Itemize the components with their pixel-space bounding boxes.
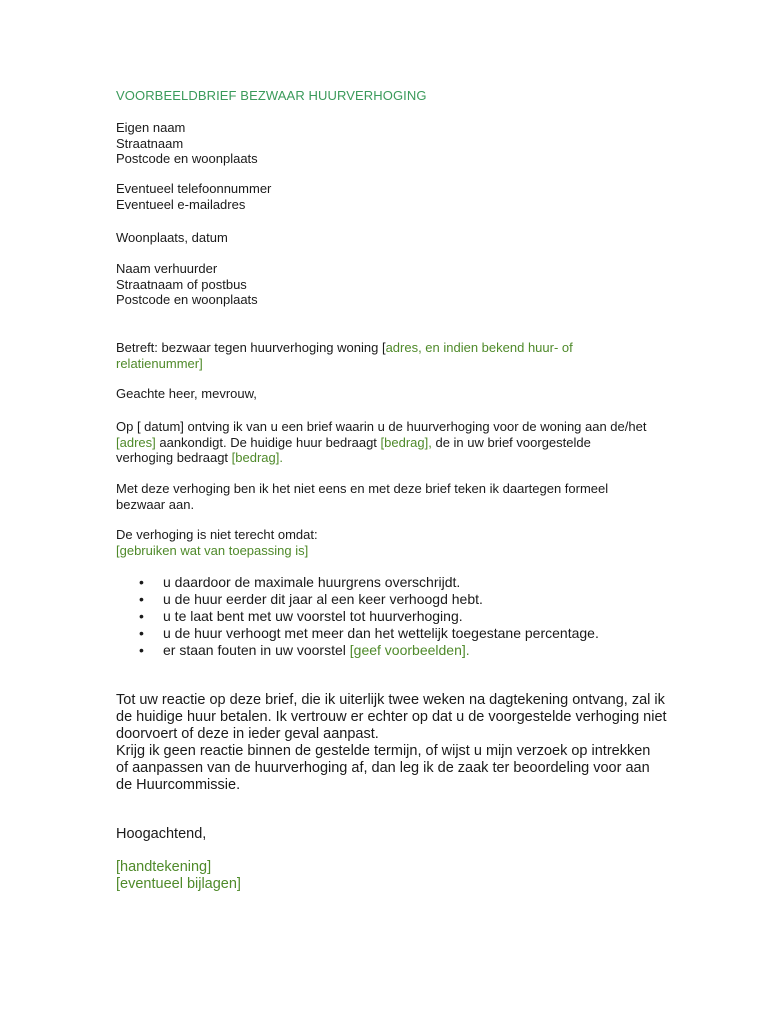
- para1-line2-mid: aankondigt. De huidige huur bedraagt: [155, 434, 381, 450]
- recipient-name: Naam verhuurder: [116, 261, 218, 276]
- list-item-text: u te laat bent met uw voorstel tot huurverhoging.: [163, 608, 463, 624]
- closing-line1: Tot uw reactie op deze brief, die ik uiterlijk twee weken na dagtekening ontvang, zal ik: [116, 692, 665, 708]
- bullet-icon: •: [139, 591, 144, 607]
- list-item: [116, 574, 599, 591]
- para1-line2-end: de in uw brief voorgestelde: [431, 434, 591, 450]
- closing-line5: of aanpassen van de huurverhoging af, dan leg ik de zaak ter beoordeling voor aan: [116, 760, 650, 776]
- subject-line: [116, 340, 716, 371]
- list-item: [116, 625, 599, 642]
- sender-street: Straatnaam: [116, 135, 184, 151]
- list-item-text: er staan fouten in uw voorstel: [163, 642, 350, 658]
- list-item: [116, 642, 599, 659]
- sender-postcode: Postcode en woonplaats: [116, 151, 258, 166]
- sender-phone: Eventueel telefoonnummer: [116, 181, 272, 196]
- para1-line1: Op [ datum] ontving ik van u een brief waarin u de huurverhoging voor de woning aan de/het: [116, 419, 647, 434]
- closing-paragraph: [116, 692, 667, 794]
- bullet-icon: •: [139, 574, 144, 590]
- reasons-intro: [116, 527, 716, 558]
- closing-line2: de huidige huur betalen. Ik vertrouw er echter op dat u de voorgestelde verhoging niet: [116, 709, 667, 725]
- paragraph-1: [116, 419, 716, 466]
- list-item-text: u de huur eerder dit jaar al een keer verhoogd hebt.: [163, 591, 483, 607]
- paragraph-2: [116, 481, 716, 512]
- para1-line3: verhoging bedraagt: [116, 450, 232, 465]
- signature-block: [116, 859, 241, 893]
- bullet-icon: •: [139, 608, 144, 624]
- letter-title: VOORBEELDBRIEF BEZWAAR HUURVERHOGING: [116, 88, 427, 103]
- para1-increase-placeholder: [bedrag].: [231, 450, 283, 465]
- signature-placeholder: [handtekening]: [116, 859, 212, 875]
- recipient-street: Straatnaam of postbus: [116, 276, 247, 292]
- closing-line3: doorvoert of deze in ieder geval aanpast.: [116, 726, 379, 742]
- recipient-address: [116, 261, 258, 308]
- signoff-text: Hoogachtend,: [116, 826, 207, 842]
- reasons-list: [116, 574, 599, 659]
- reasons-note: [gebruiken wat van toepassing is]: [116, 542, 309, 558]
- salutation-text: Geachte heer, mevrouw,: [116, 386, 257, 401]
- subject-placeholder-2: relatienummer]: [116, 355, 203, 371]
- para2-line2: bezwaar aan.: [116, 496, 195, 512]
- examples-placeholder: [geef voorbeelden].: [349, 642, 470, 658]
- subject-placeholder-1: adres, en indien bekend huur- of: [385, 340, 573, 355]
- place-date-text: Woonplaats, datum: [116, 230, 228, 245]
- sender-contact: [116, 181, 271, 212]
- sender-email: Eventueel e-mailadres: [116, 196, 246, 212]
- sender-address: [116, 120, 258, 167]
- place-date: [116, 230, 228, 246]
- list-item-text: u de huur verhoogt met meer dan het wettelijk toegestane percentage.: [163, 625, 599, 641]
- signoff: [116, 826, 206, 843]
- para1-address-placeholder: [adres]: [116, 434, 156, 450]
- closing-line4: Krijg ik geen reactie binnen de gestelde termijn, of wijst u mijn verzoek op intrekken: [116, 743, 651, 759]
- subject-prefix: Betreft: bezwaar tegen huurverhoging woning [: [116, 340, 386, 355]
- bullet-icon: •: [139, 625, 144, 641]
- attachments-placeholder: [eventueel bijlagen]: [116, 876, 241, 892]
- list-item-text: u daardoor de maximale huurgrens overschrijdt.: [163, 574, 461, 590]
- recipient-postcode: Postcode en woonplaats: [116, 292, 258, 307]
- reasons-intro-text: De verhoging is niet terecht omdat:: [116, 527, 318, 542]
- bullet-icon: •: [139, 642, 144, 658]
- list-item: [116, 608, 599, 625]
- closing-line6: de Huurcommissie.: [116, 777, 241, 793]
- sender-name: Eigen naam: [116, 120, 186, 135]
- list-item: [116, 591, 599, 608]
- para1-amount-placeholder: [bedrag],: [380, 434, 432, 450]
- salutation: [116, 386, 716, 402]
- para2-line1: Met deze verhoging ben ik het niet eens en met deze brief teken ik daartegen formeel: [116, 481, 609, 496]
